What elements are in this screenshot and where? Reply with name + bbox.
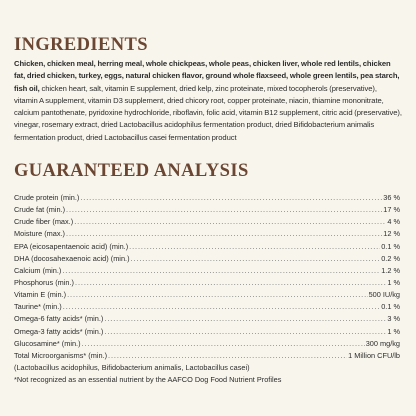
analysis-value: 1.2 % [381,265,400,275]
footnote: *Not recognized as an essential nutrient by the AAFCO Dog Food Nutrient Profiles [14,375,282,385]
analysis-label: EPA (eicosapentaenoic acid) (min.) [14,241,129,251]
analysis-label: Phosphorus (min.) [14,277,74,287]
microorganisms-note: (Lactobacillus acidophilus, Bifidobacterium animalis, Lactobacillus casei) [14,362,250,372]
analysis-value: 4 % [387,217,400,227]
dot-leader [66,228,382,240]
analysis-value: 1 Million CFU/lb [348,350,400,360]
dot-leader [67,289,367,301]
analysis-title: GUARANTEED ANALYSIS [14,161,249,181]
analysis-row [14,289,400,301]
analysis-label: DHA (docosahexaenoic acid) (min.) [14,253,130,263]
analysis-row [14,253,400,265]
analysis-row [14,277,400,289]
dot-leader [129,241,380,253]
analysis-row [14,350,400,362]
analysis-row [14,338,400,350]
analysis-row [14,192,400,204]
analysis-value: 500 IU/kg [368,290,400,300]
analysis-label: Calcium (min.) [14,265,62,275]
dot-leader [104,326,386,338]
analysis-label: Crude fiber (max.) [14,217,74,227]
analysis-table [14,192,400,386]
dot-leader [62,265,380,277]
analysis-label: Glucosamine* (min.) [14,338,81,348]
dot-leader [66,204,382,216]
analysis-value: 0.1 % [381,302,400,312]
analysis-label: Vitamin E (min.) [14,290,67,300]
ingredients-title: INGREDIENTS [14,35,148,55]
analysis-row [14,301,400,313]
ingredients-list [14,58,402,144]
analysis-row [14,216,400,228]
analysis-row [14,265,400,277]
dot-leader [75,277,386,289]
analysis-label: Crude protein (min.) [14,193,80,202]
analysis-value: 17 % [383,205,400,215]
dot-leader [104,313,386,325]
analysis-row [14,241,400,253]
dot-leader [131,253,381,265]
analysis-value: 1 % [387,277,400,287]
dot-leader [108,350,347,362]
analysis-row [14,204,400,216]
dot-leader [80,192,382,204]
ingredients-minor: chicken heart, salt, vitamin E supplement, dried kelp, zinc proteinate, mixed tocopherols (preservative), vitamin A supplement, vitamin D3 supplement, dried chicory root, copper proteinate, niacin, thiamine mononitrate, calcium pantothenate, pyridoxine hydrochloride, riboflavin, folic acid, vitamin B12 supplement, citric acid (preservative), vinegar, rosemary extract, dried Lactobacillus acidophilus fermentation product, dried Bifidobacterium animalis fermentation product, dried Lactobacillus casei fermentation product [14,83,402,142]
analysis-value: 36 % [383,193,400,202]
analysis-value: 0.1 % [381,241,400,251]
analysis-label: Total Microorganisms* (min.) [14,350,108,360]
analysis-value: 12 % [383,229,400,239]
analysis-label: Omega-3 fatty acids* (min.) [14,326,104,336]
analysis-value: 1 % [387,326,400,336]
analysis-label: Moisture (max.) [14,229,66,239]
analysis-value: 0.2 % [381,253,400,263]
analysis-label: Taurine* (min.) [14,302,62,312]
analysis-row [14,313,400,325]
analysis-value: 3 % [387,314,400,324]
dot-leader [63,301,380,313]
analysis-value: 300 mg/kg [365,338,400,348]
dot-leader [74,216,386,228]
ingredients-main: Chicken, chicken meal, herring meal, whole chickpeas, whole peas, chicken liver, whole red lentils, chicken fat, dried chicken, turkey, eggs, natural chicken flavor, ground whole flaxseed, whole green lentils, pea starch, fish oil, [14,59,400,93]
analysis-row [14,326,400,338]
dot-leader [82,338,365,350]
analysis-label: Omega-6 fatty acids* (min.) [14,314,104,324]
analysis-label: Crude fat (min.) [14,205,66,215]
analysis-row [14,228,400,240]
